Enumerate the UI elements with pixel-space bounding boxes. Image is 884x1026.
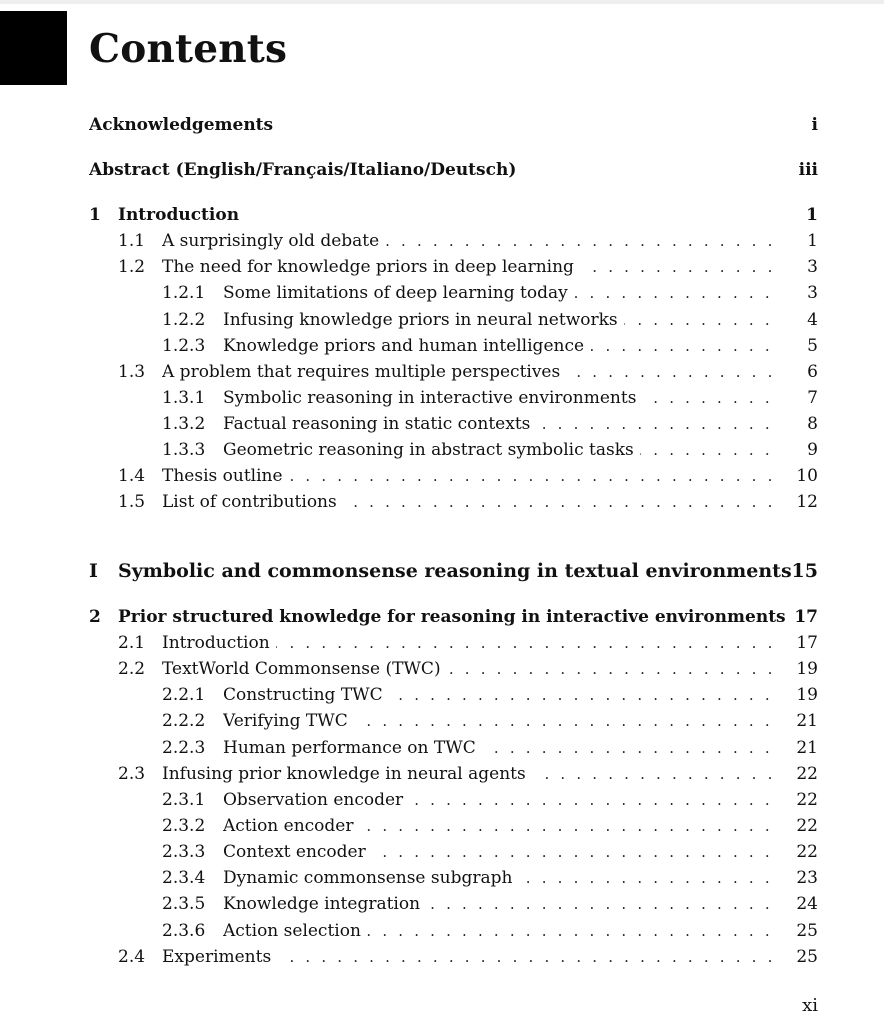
toc-entry-page: 21 xyxy=(796,738,818,758)
toc-entry-page: 10 xyxy=(796,466,818,486)
toc-entry-page: 4 xyxy=(807,310,818,330)
toc-entry-page: 8 xyxy=(807,414,818,434)
toc-entry[interactable] xyxy=(0,254,884,280)
toc-entry-number: 2.2.3 xyxy=(162,738,206,758)
toc-entry-page: 7 xyxy=(807,388,818,408)
toc-entry-title: Context encoder xyxy=(223,842,372,862)
toc-entry-page: 5 xyxy=(807,336,818,356)
toc-entry-page: iii xyxy=(798,160,818,180)
toc-entry-number: 2.3.3 xyxy=(162,842,206,862)
toc-entry-page: 3 xyxy=(807,257,818,277)
page-number: xi xyxy=(802,995,818,1016)
toc-entry-title: A problem that requires multiple perspectives xyxy=(162,362,566,382)
toc-entry-title: Knowledge integration xyxy=(223,894,426,914)
toc-entry-number: 2.2 xyxy=(118,659,146,679)
page-title: Contents xyxy=(89,26,288,72)
toc-entry[interactable] xyxy=(0,228,884,254)
toc-entry-number: 1.2.2 xyxy=(162,310,206,330)
toc-entry-number: 2.3.2 xyxy=(162,816,206,836)
toc-entry-page: 22 xyxy=(796,816,818,836)
toc-entry-number: I xyxy=(89,560,98,582)
toc-entry-title: Experiments xyxy=(162,947,277,967)
toc-entry-number: 1.2.1 xyxy=(162,283,206,303)
toc-entry-number: 1.5 xyxy=(118,492,146,512)
toc-entry-title: Constructing TWC xyxy=(223,685,389,705)
toc-entry-page: 17 xyxy=(796,633,818,653)
toc-entry-number: 2.3.6 xyxy=(162,921,206,941)
toc-entry-abstract[interactable] xyxy=(0,157,884,183)
toc-entry-title: Geometric reasoning in abstract symbolic tasks xyxy=(223,440,640,460)
toc-entry-title: Dynamic commonsense subgraph xyxy=(223,868,518,888)
toc-entry-page: 21 xyxy=(796,711,818,731)
toc-entry-title: Observation encoder xyxy=(223,790,409,810)
toc-entry-title: Introduction xyxy=(118,205,240,225)
toc-entry-number: 1.3 xyxy=(118,362,146,382)
toc-entry-title: Knowledge priors and human intelligence xyxy=(223,336,590,356)
toc-entry-number: 2 xyxy=(89,607,101,627)
toc-entry-number: 2.3.1 xyxy=(162,790,206,810)
toc-chapter-2[interactable] xyxy=(0,604,884,630)
toc-entry-title: Infusing prior knowledge in neural agents xyxy=(162,764,532,784)
toc-entry-title: Acknowledgements xyxy=(89,115,274,135)
toc-entry-page: 3 xyxy=(807,283,818,303)
toc-entry[interactable] xyxy=(0,385,884,411)
toc-entry-title: List of contributions xyxy=(162,492,343,512)
toc-entry[interactable] xyxy=(0,787,884,813)
toc-entry-number: 2.3 xyxy=(118,764,146,784)
toc-entry-number: 2.3.5 xyxy=(162,894,206,914)
toc-entry[interactable] xyxy=(0,944,884,970)
toc-entry-title: Thesis outline xyxy=(162,466,289,486)
toc-entry-title: Introduction xyxy=(162,633,276,653)
toc-entry-title: Abstract (English/Français/Italiano/Deutsch) xyxy=(89,160,517,180)
toc-entry-page: 19 xyxy=(796,685,818,705)
toc-entry-page: 6 xyxy=(807,362,818,382)
toc-entry[interactable] xyxy=(0,280,884,306)
toc-entry[interactable] xyxy=(0,437,884,463)
toc-entry-title: Some limitations of deep learning today xyxy=(223,283,574,303)
toc-entry[interactable] xyxy=(0,708,884,734)
toc-entry[interactable] xyxy=(0,735,884,761)
toc-entry-title: Factual reasoning in static contexts xyxy=(223,414,536,434)
toc-entry-page: 22 xyxy=(796,842,818,862)
toc-entry[interactable] xyxy=(0,682,884,708)
toc-entry-number: 2.1 xyxy=(118,633,146,653)
toc-entry-page: 25 xyxy=(796,947,818,967)
toc-entry-page: 17 xyxy=(794,607,818,627)
toc-entry-number: 1 xyxy=(89,205,101,225)
toc-entry-title: Prior structured knowledge for reasoning in interactive environments xyxy=(118,607,786,627)
toc-entry-number: 2.2.2 xyxy=(162,711,206,731)
toc-entry-number: 1.2.3 xyxy=(162,336,206,356)
toc-entry[interactable] xyxy=(0,761,884,787)
toc-entry-number: 2.3.4 xyxy=(162,868,206,888)
toc-entry[interactable] xyxy=(0,839,884,865)
toc-entry-number: 1.4 xyxy=(118,466,146,486)
toc-entry-page: 23 xyxy=(796,868,818,888)
toc-entry-title: A surprisingly old debate xyxy=(162,231,385,251)
toc-entry[interactable] xyxy=(0,411,884,437)
toc-entry-title: Symbolic and commonsense reasoning in textual environments xyxy=(118,560,792,582)
toc-entry[interactable] xyxy=(0,813,884,839)
toc-entry-page: 15 xyxy=(791,560,818,582)
toc-entry-title: Action encoder xyxy=(223,816,360,836)
toc-entry-title: Infusing knowledge priors in neural networks xyxy=(223,310,624,330)
toc-entry[interactable] xyxy=(0,891,884,917)
toc-entry-number: 1.2 xyxy=(118,257,146,277)
toc-entry-acknowledgements[interactable] xyxy=(0,112,884,138)
toc-entry-title: Human performance on TWC xyxy=(223,738,482,758)
toc-entry[interactable] xyxy=(0,359,884,385)
toc-entry-page: 1 xyxy=(806,205,818,225)
toc-part-1[interactable] xyxy=(0,556,884,586)
toc-entry-page: 19 xyxy=(796,659,818,679)
toc-entry[interactable] xyxy=(0,307,884,333)
toc-entry[interactable] xyxy=(0,865,884,891)
toc-entry-number: 1.3.2 xyxy=(162,414,206,434)
toc-entry-title: TextWorld Commonsense (TWC) xyxy=(162,659,447,679)
toc-entry-page: 9 xyxy=(807,440,818,460)
toc-entry[interactable] xyxy=(0,463,884,489)
toc-entry[interactable] xyxy=(0,656,884,682)
toc-entry[interactable] xyxy=(0,489,884,515)
toc-entry-number: 1.3.3 xyxy=(162,440,206,460)
toc-entry-title: Action selection xyxy=(223,921,367,941)
toc-entry-page: i xyxy=(811,115,818,135)
toc-entry-title: The need for knowledge priors in deep learning xyxy=(162,257,580,277)
toc-entry-page: 24 xyxy=(796,894,818,914)
toc-entry-title: Symbolic reasoning in interactive environments xyxy=(223,388,642,408)
toc-entry-number: 2.2.1 xyxy=(162,685,206,705)
toc-chapter-1[interactable] xyxy=(0,202,884,228)
toc-entry-page: 25 xyxy=(796,921,818,941)
toc-entry-number: 2.4 xyxy=(118,947,146,967)
toc-entry-page: 22 xyxy=(796,790,818,810)
toc-entry-page: 22 xyxy=(796,764,818,784)
toc-entry-page: 12 xyxy=(796,492,818,512)
toc-entry-number: 1.1 xyxy=(118,231,146,251)
toc-entry[interactable] xyxy=(0,630,884,656)
toc-entry-number: 1.3.1 xyxy=(162,388,206,408)
toc-entry-page: 1 xyxy=(807,231,818,251)
toc-entry-title: Verifying TWC xyxy=(223,711,354,731)
toc-entry[interactable] xyxy=(0,918,884,944)
toc-entry[interactable] xyxy=(0,333,884,359)
